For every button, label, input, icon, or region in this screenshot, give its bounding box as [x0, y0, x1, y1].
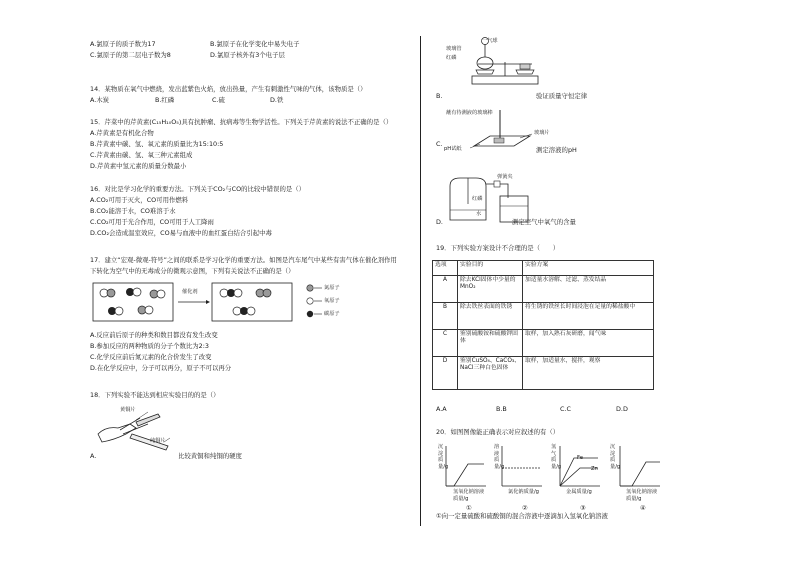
column-divider	[420, 36, 421, 526]
q18-a-caption: 比较黄铜和纯铜的硬度	[178, 452, 242, 460]
q19-row-option: C	[433, 330, 458, 357]
q17-legend-oxygen: 氧原子	[324, 298, 340, 304]
q18-c-paper-label: pH试纸	[444, 146, 462, 152]
q15-stem: 15．芹菜中的芹黄素(C₁₅H₁₀O₅)具有抗肿瘤、抗病毒等生物学活性。下列关于芹黄素的说法不正确的是（）	[90, 118, 393, 126]
q20-graph-4	[620, 446, 660, 486]
q18-d-caption: 测定空气中氧气的含量	[512, 218, 576, 226]
q19-row-plan: 取样，加入熟石灰研磨，闻气味	[523, 330, 654, 357]
q20-graph4-ylabel: 沉淀质量/g	[610, 444, 621, 470]
q14-stem: 14．某物质在氧气中燃烧，发出蓝紫色火焰，放出热量，产生有刺激性气味的气体，该物质是（）	[90, 85, 367, 93]
q18-brass-label: 黄铜片	[120, 407, 136, 413]
q20-graph1-num: ①	[466, 504, 472, 512]
q20-graph1-xlabel: 氢氧化钠溶液质量/g	[453, 489, 485, 502]
q20-graph2-num: ②	[522, 504, 528, 512]
q16-option-c: C.CO₂可用于光合作用，CO可用于人工降雨	[90, 218, 214, 226]
q19-row-option: D	[433, 357, 458, 390]
q19-answer-d: D.D	[616, 405, 628, 413]
q18-c-glass-label: 玻璃片	[534, 130, 550, 136]
q20-item-1: ①向一定量硫酸和硫酸铜的混合溶液中逐滴加入氢氧化钠溶液	[436, 512, 608, 520]
q19-answer-c: C.C	[560, 405, 571, 413]
q18-stem: 18．下列实验不能达到相应实验目的的是（）	[90, 391, 220, 399]
q18-d-clip-label: 弹簧夹	[497, 174, 513, 180]
q19-answer-b: B.B	[496, 405, 507, 413]
q18-b-tube-label: 玻璃管	[446, 46, 462, 52]
q13-option-b: B.氯原子在化学变化中易失电子	[210, 40, 300, 48]
q19-table-header	[433, 261, 654, 276]
q16-option-a: A.CO₂可用于灭火，CO可用作燃料	[90, 196, 189, 204]
q20-graph3-ylabel: 氢气质量/g	[551, 444, 562, 470]
q19-row-goal: 除去KCl固体中少量的MnO₂	[458, 276, 523, 303]
q19-row-goal: 鉴别CuSO₄、CaCO₃、NaCl三种白色固体	[458, 357, 523, 390]
q18-c-rod-label: 蘸有待测液的玻璃棒	[446, 110, 493, 116]
q17-option-c: C.化学反应前后氮元素的化合价发生了改变	[90, 353, 212, 361]
q20-graph-2	[502, 446, 542, 486]
q15-option-d: D.芹黄素中氢元素的质量分数最小	[90, 162, 187, 170]
q20-graph3-fe-tag: Fe	[577, 455, 583, 461]
q19-row-plan: 加适量水溶解、过滤、蒸发结晶	[523, 276, 654, 303]
q19-row-plan: 取样，加适量水，搅拌，观察	[523, 357, 654, 390]
q18-a-letter: A.	[90, 452, 97, 460]
q18-b-balloon-label: 一气球	[482, 38, 498, 44]
q20-graph2-xlabel: 氯化钠质量/g	[508, 489, 539, 495]
q17-reaction-diagram	[92, 280, 352, 324]
q20-graph4-num: ④	[640, 504, 646, 512]
q20-graph3-xlabel: 金属质量/g	[566, 489, 592, 495]
q17-option-b: B.参加反应的两种物质的分子个数比为2:3	[90, 342, 209, 350]
q20-graph-1	[446, 446, 486, 486]
q18-b-phosphorus-label: 红磷	[446, 55, 457, 61]
table-row	[433, 303, 654, 330]
q17-option-d: D.在化学反应中，分子可以再分，原子不可以再分	[90, 364, 232, 372]
table-row	[433, 357, 654, 390]
q14-option-a: A.木炭	[90, 96, 110, 104]
q20-graph3-zn-tag: Zn	[591, 466, 598, 472]
q18-c-caption: 测定溶液的pH	[536, 146, 577, 154]
q19-header-plan: 实验方案	[523, 261, 654, 276]
q17-legend-nitrogen: 氮原子	[324, 285, 340, 291]
q18-d-phosphorus-label: 红磷	[472, 196, 483, 202]
q19-header-option: 选项	[433, 261, 458, 276]
q19-row-plan: 将生锈的铁丝长时间浸泡在足量的稀盐酸中	[523, 303, 654, 330]
q14-option-c: C.硫	[212, 96, 225, 104]
q13-option-d: D.氯原子核外有3个电子层	[210, 51, 285, 59]
q18-d-letter: D.	[436, 218, 443, 226]
q14-option-b: B.红磷	[155, 96, 175, 104]
q18-copper-label: 纯铜片	[150, 438, 166, 444]
q20-graph3-num: ③	[580, 504, 586, 512]
q20-graph2-ylabel: 溶液质量/g	[494, 444, 505, 470]
q19-header-goal: 实验目的	[458, 261, 523, 276]
q13-option-a: A.氯原子的质子数为17	[90, 40, 156, 48]
q17-stem-line2: 下转化为空气中的无毒成分的微观示意图，下列有关说法不正确的是（）	[90, 267, 295, 275]
q16-option-b: B.CO₂能溶于水，CO难溶于水	[90, 207, 176, 215]
q16-option-d: D.CO₂会造成温室效应，CO易与血液中的血红蛋白结合引起中毒	[90, 229, 272, 237]
q15-option-a: A.芹黄素是有机化合物	[90, 129, 154, 137]
q20-graph1-ylabel: 沉淀质量/g	[438, 444, 449, 470]
q19-answer-a: A.A	[436, 405, 447, 413]
q14-option-d: D.铁	[270, 96, 284, 104]
q19-stem: 19．下列实验方案设计不合理的是（ ）	[436, 244, 560, 252]
q17-option-a: A.反应前后原子的种类和数目都没有发生改变	[90, 331, 218, 339]
q18-a-hardness-figure	[96, 404, 176, 454]
q13-option-c: C.氯原子的第二层电子数为8	[90, 51, 171, 59]
q17-stem-line1: 17．建立“宏观-微观-符号”之间的联系是学习化学的重要方法。如图是汽车尾气中某些有害气体在催化剂作用	[90, 256, 397, 264]
q17-legend-carbon: 碳原子	[324, 311, 340, 317]
q18-c-letter: C.	[436, 140, 443, 148]
q20-stem: 20．如图图像能正确表示对应叙述的有（）	[436, 428, 560, 436]
q18-d-water-label: 水	[476, 211, 482, 217]
q17-catalyst-label: 催化剂	[182, 289, 198, 295]
q19-table	[432, 260, 654, 390]
table-row	[433, 276, 654, 303]
q19-row-goal: 鉴别硫酸铵和硫酸钾固体	[458, 330, 523, 357]
table-row	[433, 330, 654, 357]
q19-row-goal: 除去铁丝表面的铁锈	[458, 303, 523, 330]
q20-graph4-xlabel: 氢氧化钠溶液质量/g	[626, 489, 658, 502]
q15-option-b: B.芹黄素中碳、氢、氧元素的质量比为15:10:5	[90, 140, 224, 148]
q19-row-option: A	[433, 276, 458, 303]
q19-row-option: B	[433, 303, 458, 330]
q18-b-letter: B.	[436, 92, 443, 100]
q18-b-balance-figure	[470, 36, 540, 86]
q16-stem: 16．对比是学习化学的重要方法。下列关于CO₂与CO的比较中错误的是（）	[90, 185, 306, 193]
q15-option-c: C.芹黄素由碳、氢、氧三种元素组成	[90, 151, 193, 159]
q18-b-caption: 验证质量守恒定律	[536, 92, 588, 100]
